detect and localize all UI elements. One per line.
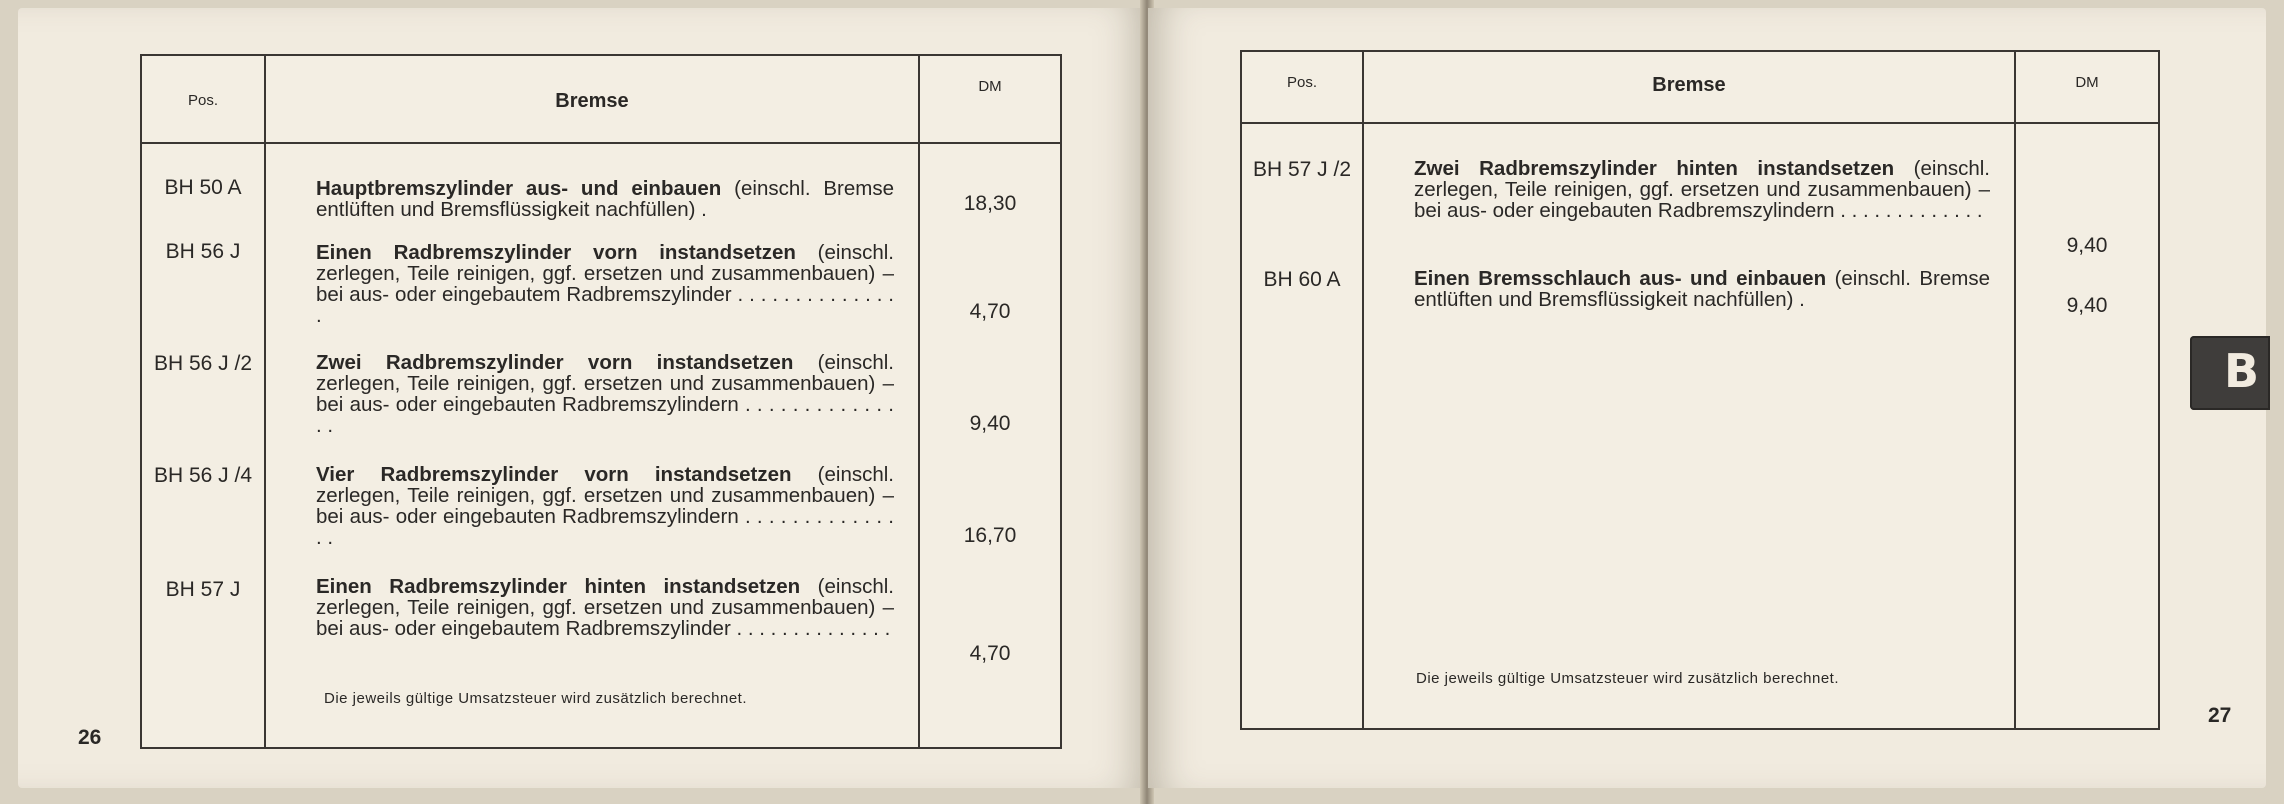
row-title: Zwei Radbremszylinder vorn instandsetzen bbox=[316, 351, 794, 374]
row-description bbox=[316, 242, 894, 326]
tax-note: Die jeweils gültige Umsatzsteuer wird zusätzlich berechnet. bbox=[1416, 670, 1840, 687]
row-detail: (einschl. zerlegen, Teile reinigen, ggf. ersetzen und zusammenbauen) – bei aus- oder eingebauten Radbremszylindern . . . . . . . . . . . . . . . bbox=[316, 351, 894, 437]
price-header: DM bbox=[2075, 74, 2099, 91]
row-detail: (einschl. zerlegen, Teile reinigen, ggf. ersetzen und zusammenbauen) – bei aus- oder eingebauten Radbremszylindern . . . . . . . . . . . . . . . bbox=[316, 463, 894, 549]
right-price-table bbox=[1240, 50, 2160, 730]
row-title: Vier Radbremszylinder vorn instandsetzen bbox=[316, 463, 792, 486]
row-pos: BH 57 J bbox=[165, 578, 241, 601]
pos-header: Pos. bbox=[1286, 74, 1317, 91]
row-detail: (einschl. Bremse entlüften und Bremsflüssigkeit nachfüllen) . bbox=[316, 177, 894, 221]
title-header: Bremse bbox=[555, 90, 629, 112]
row-description bbox=[1414, 158, 1990, 221]
row-title: Einen Radbremszylinder hinten instandsetzen bbox=[316, 575, 801, 598]
row-description bbox=[316, 464, 894, 548]
tax-note: Die jeweils gültige Umsatzsteuer wird zusätzlich berechnet. bbox=[324, 690, 748, 707]
row-price: 4,70 bbox=[969, 300, 1011, 323]
row-detail: (einschl. Bremse entlüften und Bremsflüssigkeit nachfüllen) . bbox=[1414, 267, 1991, 311]
row-price: 9,40 bbox=[2066, 234, 2108, 257]
row-pos: BH 60 A bbox=[1263, 268, 1341, 291]
row-detail: (einschl. zerlegen, Teile reinigen, ggf. ersetzen und zusammenbauen) – bei aus- oder eingebautem Radbremszylinder . . . . . . . . . . . . . . . bbox=[316, 241, 894, 327]
row-title: Zwei Radbremszylinder hinten instandsetzen bbox=[1414, 157, 1895, 180]
left-price-table bbox=[140, 54, 1062, 749]
row-price: 9,40 bbox=[969, 412, 1011, 435]
section-tab bbox=[2190, 336, 2270, 410]
row-description bbox=[316, 178, 894, 220]
section-tab-letter: B bbox=[2224, 344, 2260, 398]
page-number: 26 bbox=[78, 726, 102, 749]
row-pos: BH 56 J /4 bbox=[153, 464, 253, 487]
row-pos: BH 50 A bbox=[164, 176, 242, 199]
row-title: Hauptbremszylinder aus- und einbauen bbox=[316, 177, 722, 200]
row-price: 4,70 bbox=[969, 642, 1011, 665]
row-pos: BH 56 J /2 bbox=[153, 352, 253, 375]
row-price: 9,40 bbox=[2066, 294, 2108, 317]
row-description bbox=[316, 576, 894, 639]
row-price: 16,70 bbox=[963, 524, 1017, 547]
row-description bbox=[316, 352, 894, 436]
row-pos: BH 57 J /2 bbox=[1252, 158, 1352, 181]
page-number: 27 bbox=[2208, 704, 2232, 727]
row-title: Einen Bremsschlauch aus- und einbauen bbox=[1414, 267, 1827, 290]
row-detail: (einschl. zerlegen, Teile reinigen, ggf. ersetzen und zusammenbauen) – bei aus- oder eingebauten Radbremszylindern . . . . . . . . . . . . . bbox=[1414, 157, 1991, 222]
row-description bbox=[1414, 268, 1990, 310]
row-price: 18,30 bbox=[963, 192, 1017, 215]
row-pos: BH 56 J bbox=[165, 240, 241, 263]
row-title: Einen Radbremszylinder vorn instandsetzen bbox=[316, 241, 796, 264]
pos-header: Pos. bbox=[187, 92, 218, 109]
price-header: DM bbox=[978, 78, 1002, 95]
title-header: Bremse bbox=[1652, 74, 1726, 96]
row-detail: (einschl. zerlegen, Teile reinigen, ggf. ersetzen und zusammenbauen) – bei aus- oder eingebautem Radbremszylinder . . . . . . . . . . . . . . bbox=[316, 575, 895, 640]
